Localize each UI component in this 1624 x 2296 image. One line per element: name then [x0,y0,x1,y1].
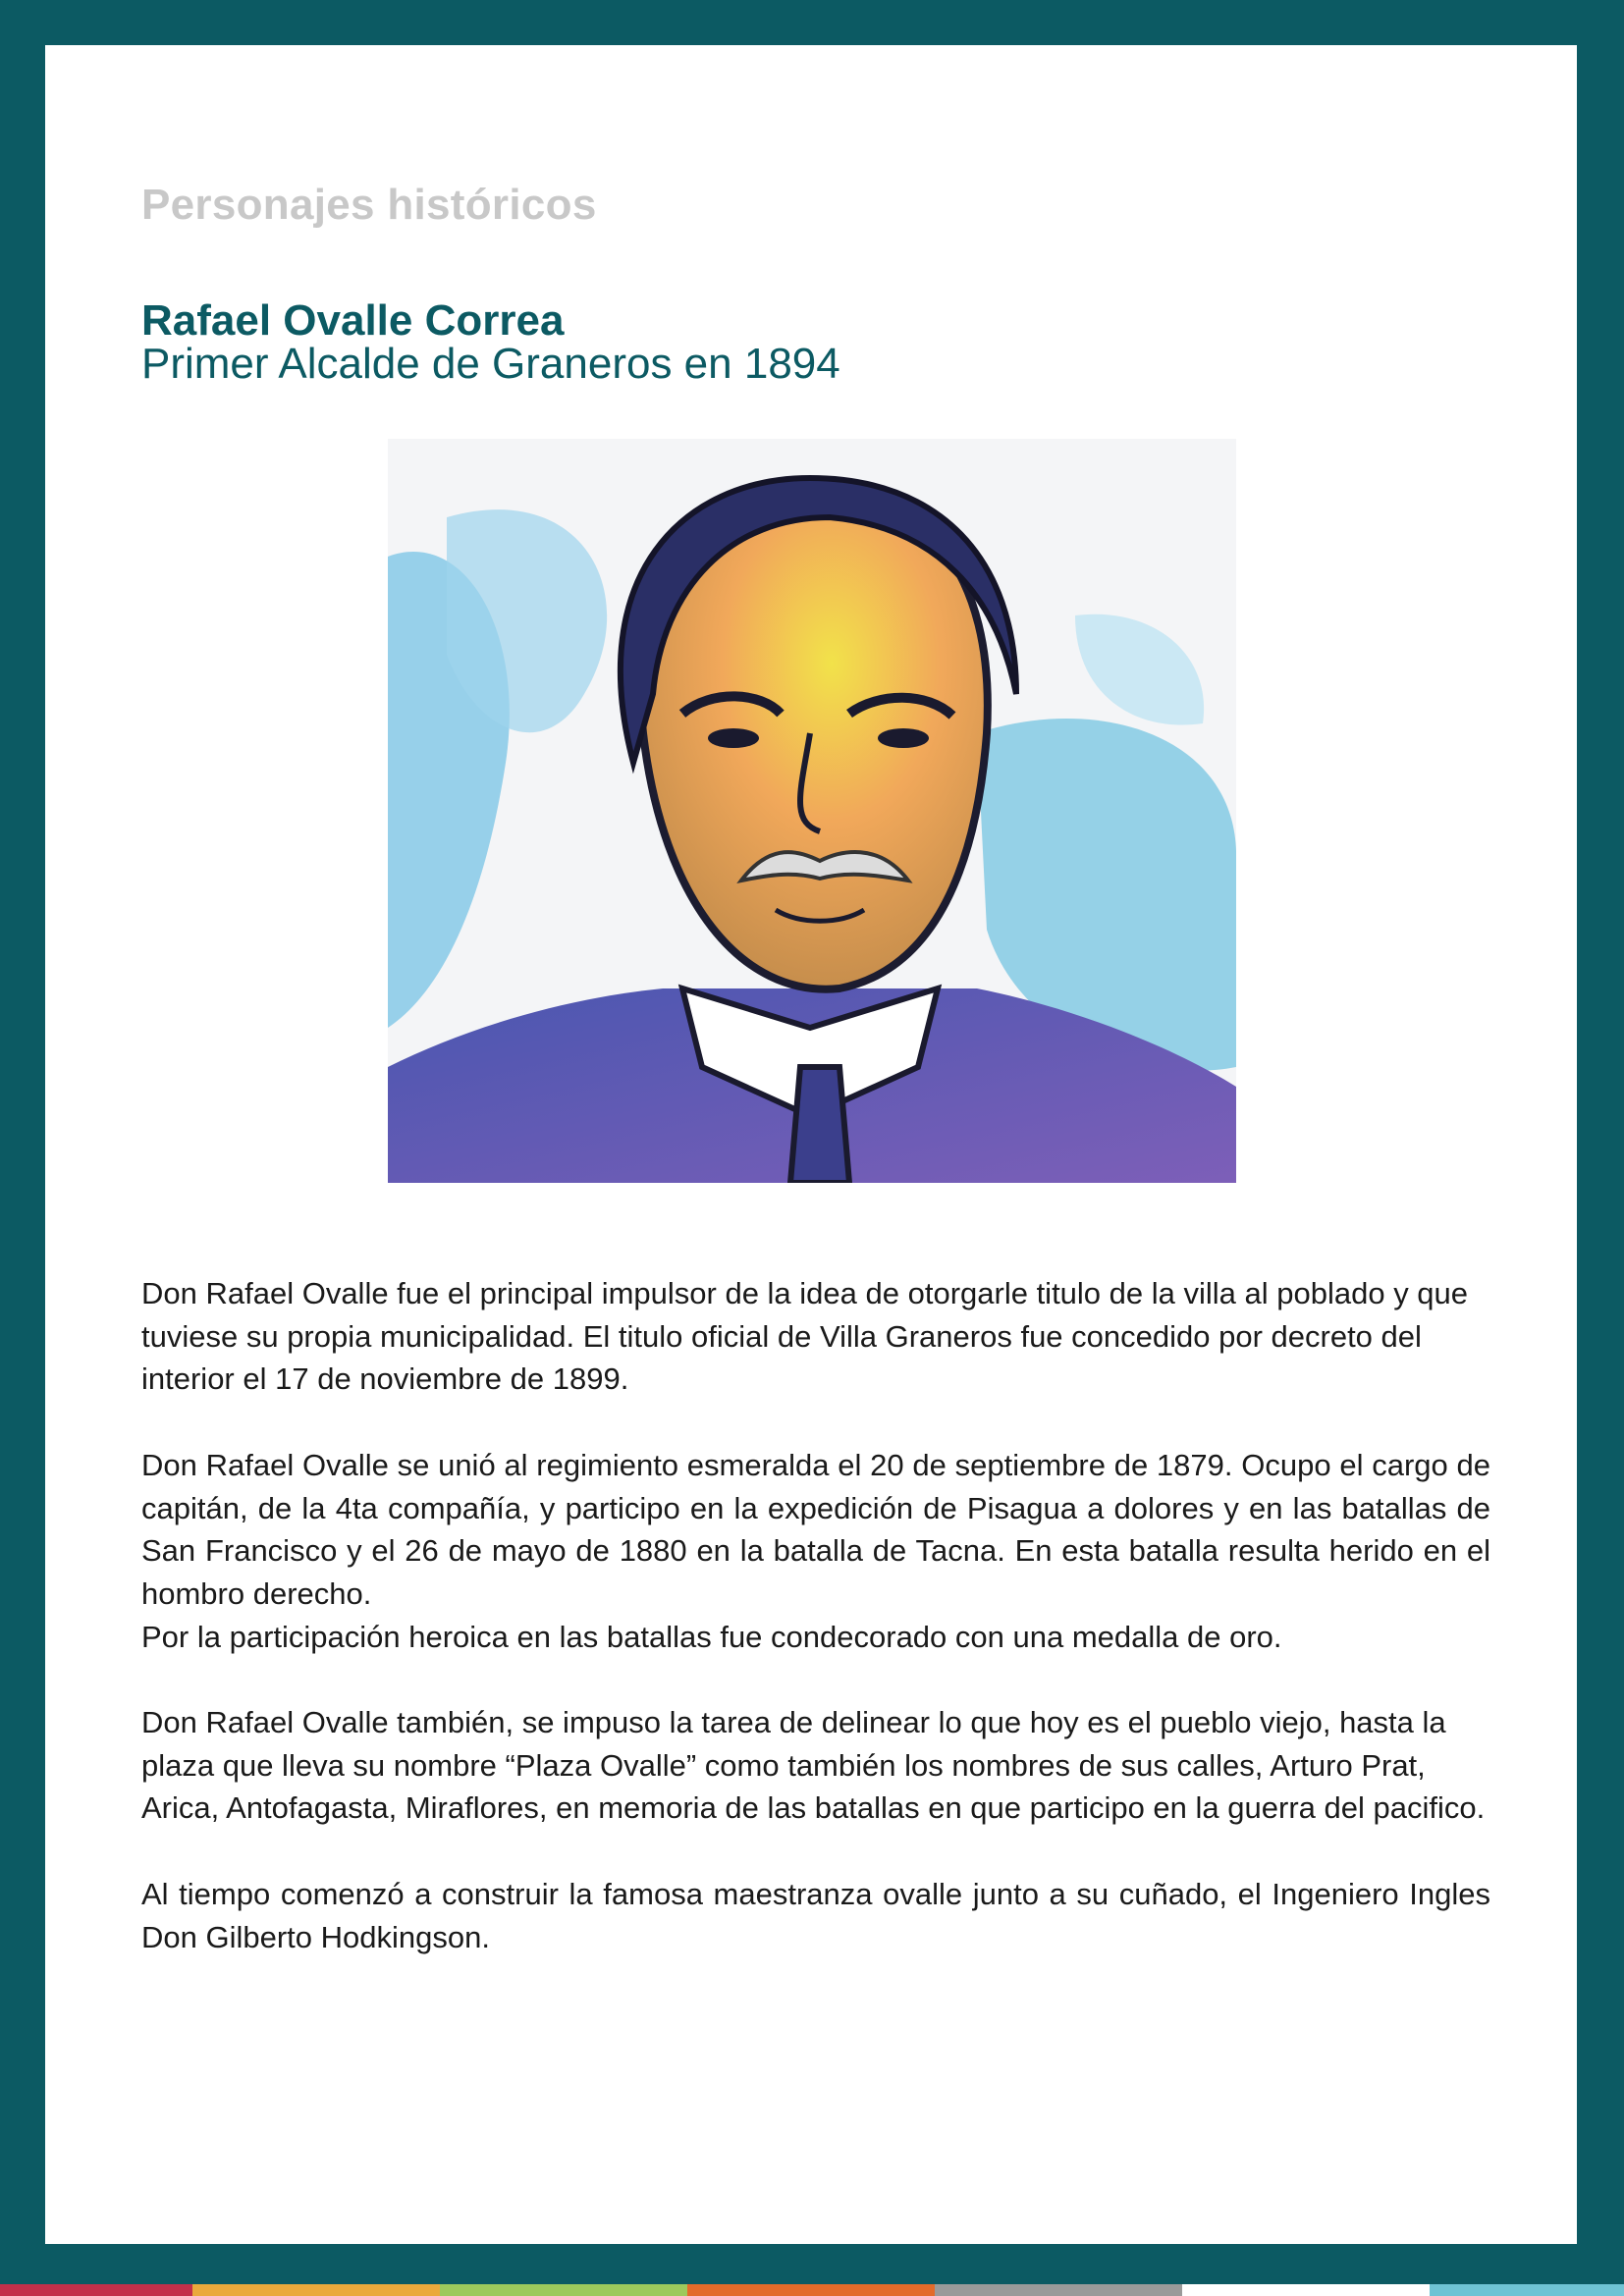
stripe-orange [687,2284,935,2296]
paragraph-3: Por la participación heroica en las batallas fue condecorado con una medalla de oro. [141,1619,1282,1654]
page-sheet [45,45,1577,2244]
section-label: Personajes históricos [141,181,597,229]
person-name: Rafael Ovalle Correa [141,296,565,345]
person-title: Primer Alcalde de Graneros en 1894 [141,340,840,388]
stripe-cyan [1430,2284,1624,2296]
stripe-white [1182,2284,1430,2296]
stripe-green [440,2284,687,2296]
body-text [141,1272,1490,2002]
portrait-illustration [388,439,1236,1183]
paragraph-4: Don Rafael Ovalle también, se impuso la tarea de delinear lo que hoy es el pueblo viejo, hasta la plaza que lleva su nombre “Plaza Ovalle” como también los nombres de sus calles, Arturo Prat, Arica, Antofagasta, Miraflores, en memoria de las batallas en que participo en la guerra del pacifico. [141,1705,1486,1826]
paragraph-5: Al tiempo comenzó a construir la famosa maestranza ovalle junto a su cuñado, el Ingeniero Ingles Don Gilberto Hodkingson. [141,1876,1490,1954]
stripe-red [0,2284,192,2296]
paragraph-1: Don Rafael Ovalle fue el principal impulsor de la idea de otorgarle titulo de la villa al poblado y que tuviese su propia municipalidad. El titulo oficial de Villa Graneros fue concedido por decreto del interior el 17 de noviembre de 1899. [141,1276,1469,1397]
stripe-yellow [192,2284,440,2296]
stripe-gray [935,2284,1182,2296]
paragraph-2: Don Rafael Ovalle se unió al regimiento esmeralda el 20 de septiembre de 1879. Ocupo el cargo de capitán, de la 4ta compañía, y participo en la expedición de Pisagua a dolores y en las batallas de San Francisco y el 26 de mayo de 1880 en la batalla de Tacna. En esta batalla resulta herido en el hombro derecho. [141,1447,1490,1611]
